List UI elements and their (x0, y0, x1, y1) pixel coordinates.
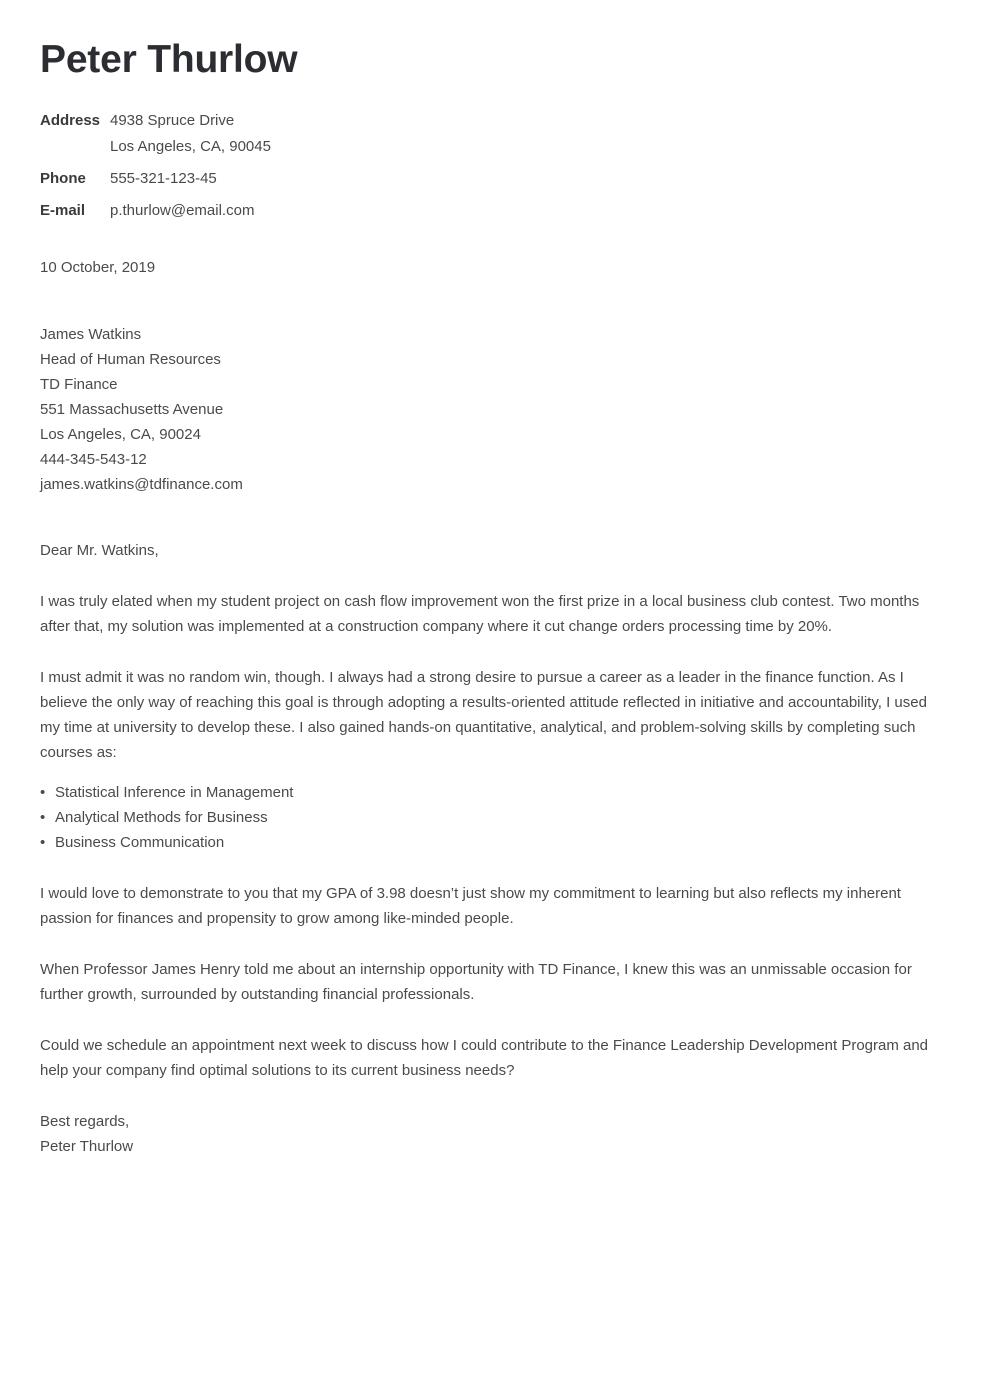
contact-row-phone (40, 167, 950, 191)
bullet-icon: • (40, 809, 46, 826)
contact-row-address (40, 109, 950, 133)
salutation: Dear Mr. Watkins, (40, 542, 159, 559)
body-paragraph-4: When Professor James Henry told me about an internship opportunity with TD Finance, I knew this was an unmissable occasion for further growth, surrounded by outstanding financial professionals. (40, 961, 912, 1003)
list-item (40, 830, 950, 855)
sender-contact-block (40, 109, 950, 223)
course-label: Analytical Methods for Business (55, 809, 268, 826)
body-paragraph-1: I was truly elated when my student project on cash flow improvement won the first prize in a local business club contest. Two months after that, my solution was implemented at a construction company where it cut change orders processing time by 20%. (40, 593, 920, 635)
contact-value-address-city: Los Angeles, CA, 90045 (110, 138, 271, 155)
recipient-title: Head of Human Resources (40, 351, 221, 368)
letter-date: 10 October, 2019 (40, 259, 156, 276)
body-paragraph-2: I must admit it was no random win, though. I always had a strong desire to pursue a career as a leader in the finance function. As I believe the only way of reaching this goal is through adopting a results-oriented attitude reflected in initiative and accountability, I used my time at university to develop these. I also gained hands-on quantitative, analytical, and problem-solving skills by completing such courses as: (40, 669, 927, 761)
contact-label-email: E-mail (40, 202, 86, 219)
list-item (40, 805, 950, 830)
body-paragraph-5: Could we schedule an appointment next week to discuss how I could contribute to the Finance Leadership Development Program and help your company find optimal solutions to its current business needs? (40, 1037, 929, 1079)
course-label: Business Communication (55, 834, 225, 851)
signoff-block (40, 1109, 950, 1159)
contact-value-email: p.thurlow@email.com (110, 202, 255, 219)
recipient-phone: 444-345-543-12 (40, 451, 147, 468)
course-list (40, 780, 950, 855)
recipient-name: James Watkins (40, 326, 142, 343)
recipient-email: james.watkins@tdfinance.com (40, 476, 243, 493)
bullet-icon: • (40, 784, 46, 801)
recipient-street: 551 Massachusetts Avenue (40, 401, 224, 418)
course-label: Statistical Inference in Management (55, 784, 294, 801)
signature-name: Peter Thurlow (40, 1138, 134, 1155)
bullet-icon: • (40, 834, 46, 851)
recipient-block (40, 322, 950, 497)
contact-label-address: Address (40, 112, 101, 129)
contact-row-address-city (40, 135, 950, 159)
page-title: Peter Thurlow (40, 38, 298, 81)
contact-row-email (40, 199, 950, 223)
body-paragraph-3: I would love to demonstrate to you that my GPA of 3.98 doesn’t just show my commitment to learning but also reflects my inherent passion for finances and propensity to grow among like-minded people. (40, 885, 901, 927)
recipient-city: Los Angeles, CA, 90024 (40, 426, 201, 443)
recipient-company: TD Finance (40, 376, 118, 393)
contact-value-address-street: 4938 Spruce Drive (110, 112, 235, 129)
contact-value-phone: 555-321-123-45 (110, 170, 217, 187)
closing-salutation: Best regards, (40, 1113, 130, 1130)
contact-label-phone: Phone (40, 170, 86, 187)
list-item (40, 780, 950, 805)
